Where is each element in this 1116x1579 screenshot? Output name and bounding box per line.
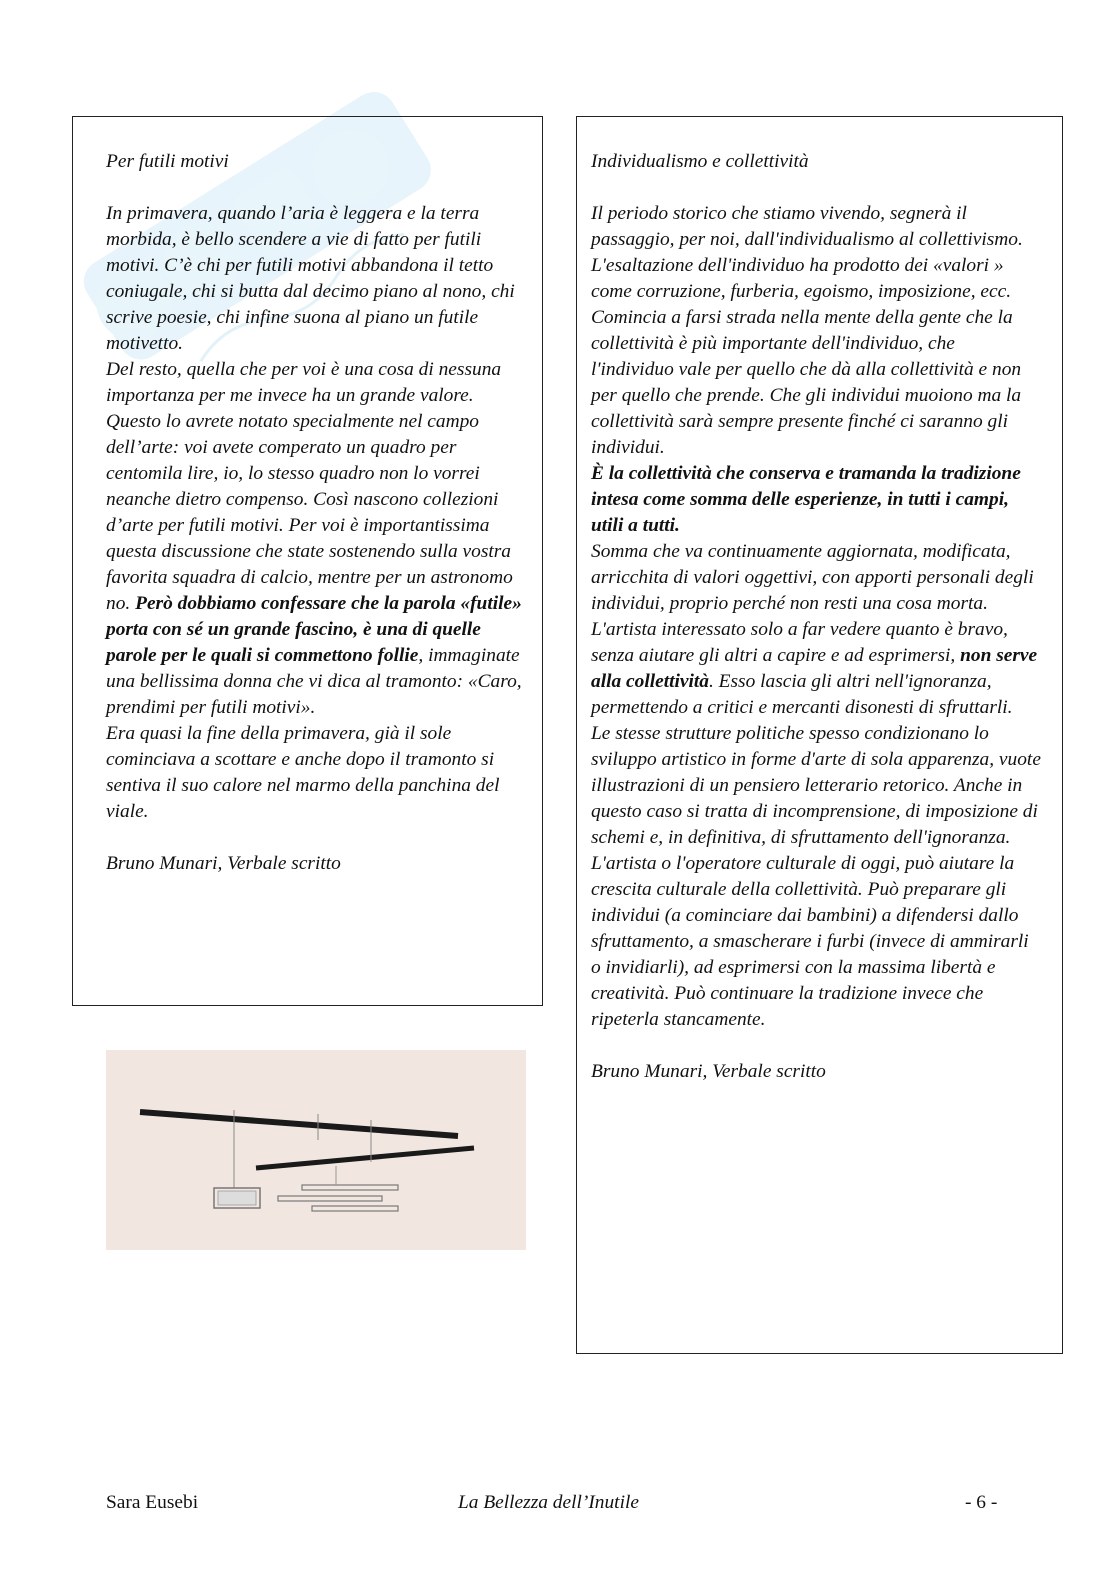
paragraph: Le stesse strutture politiche spesso condizionano lo sviluppo artistico in forme d'arte di sola apparenza, vuote illustrazioni di un pensiero letterario retorico. Anche in questo caso si tratta di incomprensione, di imposizione di schemi e, in definitiva, di sfruttamento dell'ignoranza. <box>591 723 1041 848</box>
paragraph: L'artista o l'operatore culturale di oggi, può aiutare la crescita culturale della collettività. Può preparare gli individui (a cominciare dai bambini) a difendersi dallo sfruttamento, a smascherare i furbi (invece di ammirarli o invidiarli), ad esprimersi con la massima libertà e creatività. Può continuare la tradizione invece che ripeterla stancamente. <box>591 853 1029 1030</box>
paragraph: Era quasi la fine della primavera, già il sole cominciava a scottare e anche dopo il tramonto si sentiva il suo calore nel marmo della panchina del viale. <box>106 723 500 822</box>
paragraph-text: L'artista interessato solo a far vedere quanto è bravo, senza aiutare gli altri a capire e ad esprimersi, <box>591 619 1008 666</box>
paragraph: Il periodo storico che stiamo vivendo, segnerà il passaggio, per noi, dall'individualismo al collettivismo. <box>591 203 1023 250</box>
paragraph-text: . Esso lascia gli altri nell'ignoranza, permettendo a critici e mercanti disonesti di sfruttarli. <box>591 671 1013 718</box>
paragraph <box>591 617 1042 721</box>
paragraph: L'esaltazione dell'individuo ha prodotto dei «valori » come corruzione, furberia, egoismo, imposizione, ecc. <box>591 255 1012 302</box>
paragraph-text: Del resto, quella che per voi è una cosa di nessuna importanza per me invece ha un grande valore. Questo lo avrete notato specialmente nel campo dell’arte: voi avete comperato un quadro per centomila lire, io, lo stesso quadro non lo vorrei neanche dietro compenso. Così nascono collezioni d’arte per futili motivi. Per voi è importantissima questa discussione che state sostenendo sulla vostra favorita squadra di calcio, mentre per un astronomo no. <box>106 359 513 614</box>
paragraph-bold <box>591 461 1042 539</box>
paragraph-bold-text: non serve alla collettività <box>591 645 1038 692</box>
text-box-futili-motivi <box>72 116 543 1006</box>
paragraph: Somma che va continuamente aggiornata, modificata, arricchita di valori oggettivi, con apporti personali degli individui, proprio perché non resti una cosa morta. <box>591 541 1034 614</box>
section-title: Individualismo e collettività <box>591 151 809 172</box>
text-box-individualismo <box>576 116 1063 1354</box>
author-credit: Bruno Munari, Verbale scritto <box>106 853 341 874</box>
paragraph-bold-text: È la collettività che conserva e tramanda la tradizione intesa come somma delle esperienze, in tutti i campi, utili a tutti. <box>591 463 1021 536</box>
paragraph-bold-text: Però dobbiamo confessare che la parola «futile» porta con sé un grande fascino, è una di quelle parole per le quali si commettono follie <box>106 593 522 666</box>
section-title: Per futili motivi <box>106 151 229 172</box>
footer-author: Sara Eusebi <box>106 1492 199 1513</box>
paragraph: Comincia a farsi strada nella mente della gente che la collettività è più importante dell'individuo, che l'individuo vale per quello che dà alla collettività e non per quello che prende. Che gli individui muoiono ma la collettività sarà sempre presente finché ci saranno gli individui. <box>591 307 1022 458</box>
paragraph <box>106 357 522 721</box>
paragraph-text: , immaginate una bellissima donna che vi dica al tramonto: «Caro, prendimi per futili motivi». <box>106 645 522 718</box>
paragraph-block <box>106 201 522 825</box>
footer-title: La Bellezza dell’Inutile <box>458 1492 639 1513</box>
munari-mobile-image <box>106 1050 526 1250</box>
footer-page-number: - 6 - <box>965 1492 998 1513</box>
paragraph: In primavera, quando l’aria è leggera e la terra morbida, è bello scendere a vie di fatto per futili motivi. C’è chi per futili motivi abbandona il tetto coniugale, chi si butta dal decimo piano al nono, chi scrive poesie, chi infine suona al piano un futile motivetto. <box>106 203 515 354</box>
author-credit: Bruno Munari, Verbale scritto <box>591 1061 826 1082</box>
paragraph-block <box>591 201 1042 1033</box>
